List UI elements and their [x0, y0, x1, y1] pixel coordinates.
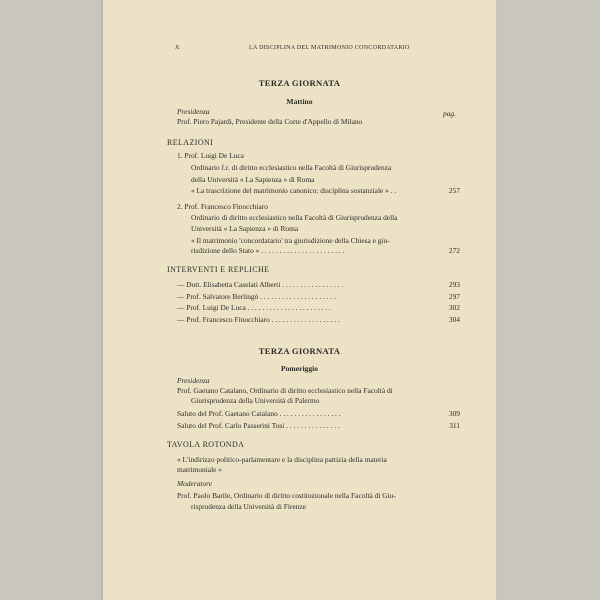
intervento-item: — Prof. Luigi De Luca . . . . . . . . . . . . . . . . . . . . . . .: [177, 303, 331, 312]
day1-title: TERZA GIORNATA: [258, 78, 341, 88]
day2-presidency-label: Presidenza: [177, 376, 210, 385]
intervento-page: 304: [448, 315, 460, 324]
tavola-title: TAVOLA ROTONDA: [167, 440, 245, 449]
rel1-line2: Ordinario f.r. di diritto ecclesiastico nella Facoltà di Giurisprudenza: [191, 163, 392, 172]
tavola-line2: matrimoniale »: [177, 465, 222, 474]
intervento-item: — Dott. Elisabetta Caselati Alberti . . . . . . . . . . . . . . . . .: [177, 280, 344, 289]
saluto1: Saluto del Prof. Gaetano Catalano . . . . . . . . . . . . . . . . .: [177, 409, 341, 418]
rel2-line1: 2. Prof. Francesco Finocchiaro: [177, 202, 268, 211]
page-number: X: [175, 45, 180, 51]
day1-presidency-text: Prof. Piero Pajardi, Presidente della Corte d'Appello di Milano: [177, 117, 363, 126]
day2-session: Pomeriggio: [280, 364, 319, 373]
rel1-line1: 1. Prof. Luigi De Luca: [177, 151, 244, 160]
rel1-page: 257: [448, 186, 460, 195]
interventi-title: INTERVENTI E REPLICHE: [167, 265, 270, 274]
relazioni-title: RELAZIONI: [167, 138, 214, 147]
rel2-page: 272: [448, 246, 460, 255]
day2-presidency-line1: Prof. Gaetano Catalano, Ordinario di diritto ecclesiastico nella Facoltà di: [177, 386, 393, 395]
rel2-line5: risdizione dello Stato » . . . . . . . . . . . . . . . . . . . . . . .: [191, 246, 345, 255]
intervento-page: 297: [448, 292, 460, 301]
saluto2: Saluto del Prof. Carlo Passerini Tosi . . . . . . . . . . . . . . .: [177, 421, 340, 430]
day1-presidency-label: Presidenza: [177, 107, 210, 116]
intervento-item: — Prof. Salvatore Berlingò . . . . . . . . . . . . . . . . . . . . .: [177, 292, 336, 301]
rel2-line4: « Il matrimonio 'concordatario' tra giurisdizione della Chiesa e giu-: [191, 236, 390, 245]
moderator-line1: Prof. Paolo Barile, Ordinario di diritto costituzionale nella Facoltà di Giu-: [177, 491, 396, 500]
intervento-page: 293: [448, 280, 460, 289]
moderator-line2: risprudenza della Università di Firenze: [191, 502, 306, 511]
running-title: LA DISCIPLINA DEL MATRIMONIO CONCORDATARIO: [249, 45, 410, 51]
rel1-line4: « La trascrizione del matrimonio canonico: disciplina sostanziale » . .: [191, 186, 397, 195]
book-page: [103, 0, 496, 600]
day2-title: TERZA GIORNATA: [258, 346, 341, 356]
day2-presidency-line2: Giurisprudenza della Università di Palermo: [191, 396, 320, 405]
tavola-line1: « L'indirizzo politico-parlamentare e la disciplina pattizia della materia: [177, 455, 387, 464]
moderator-label: Moderatore: [177, 479, 213, 488]
saluto1-page: 309: [448, 409, 460, 418]
intervento-item: — Prof. Francesco Finocchiaro . . . . . . . . . . . . . . . . . . .: [177, 315, 340, 324]
saluto2-page: 311: [449, 421, 460, 430]
intervento-page: 302: [448, 303, 460, 312]
rel2-line3: Università « La Sapienza » di Roma: [191, 224, 299, 233]
rel2-line2: Ordinario di diritto ecclesiastico nella Facoltà di Giurisprudenza della: [191, 213, 398, 222]
pag-label: pag.: [443, 109, 456, 118]
day1-session: Mattino: [286, 97, 313, 106]
rel1-line3: della Università « La Sapienza » di Roma: [191, 175, 315, 184]
